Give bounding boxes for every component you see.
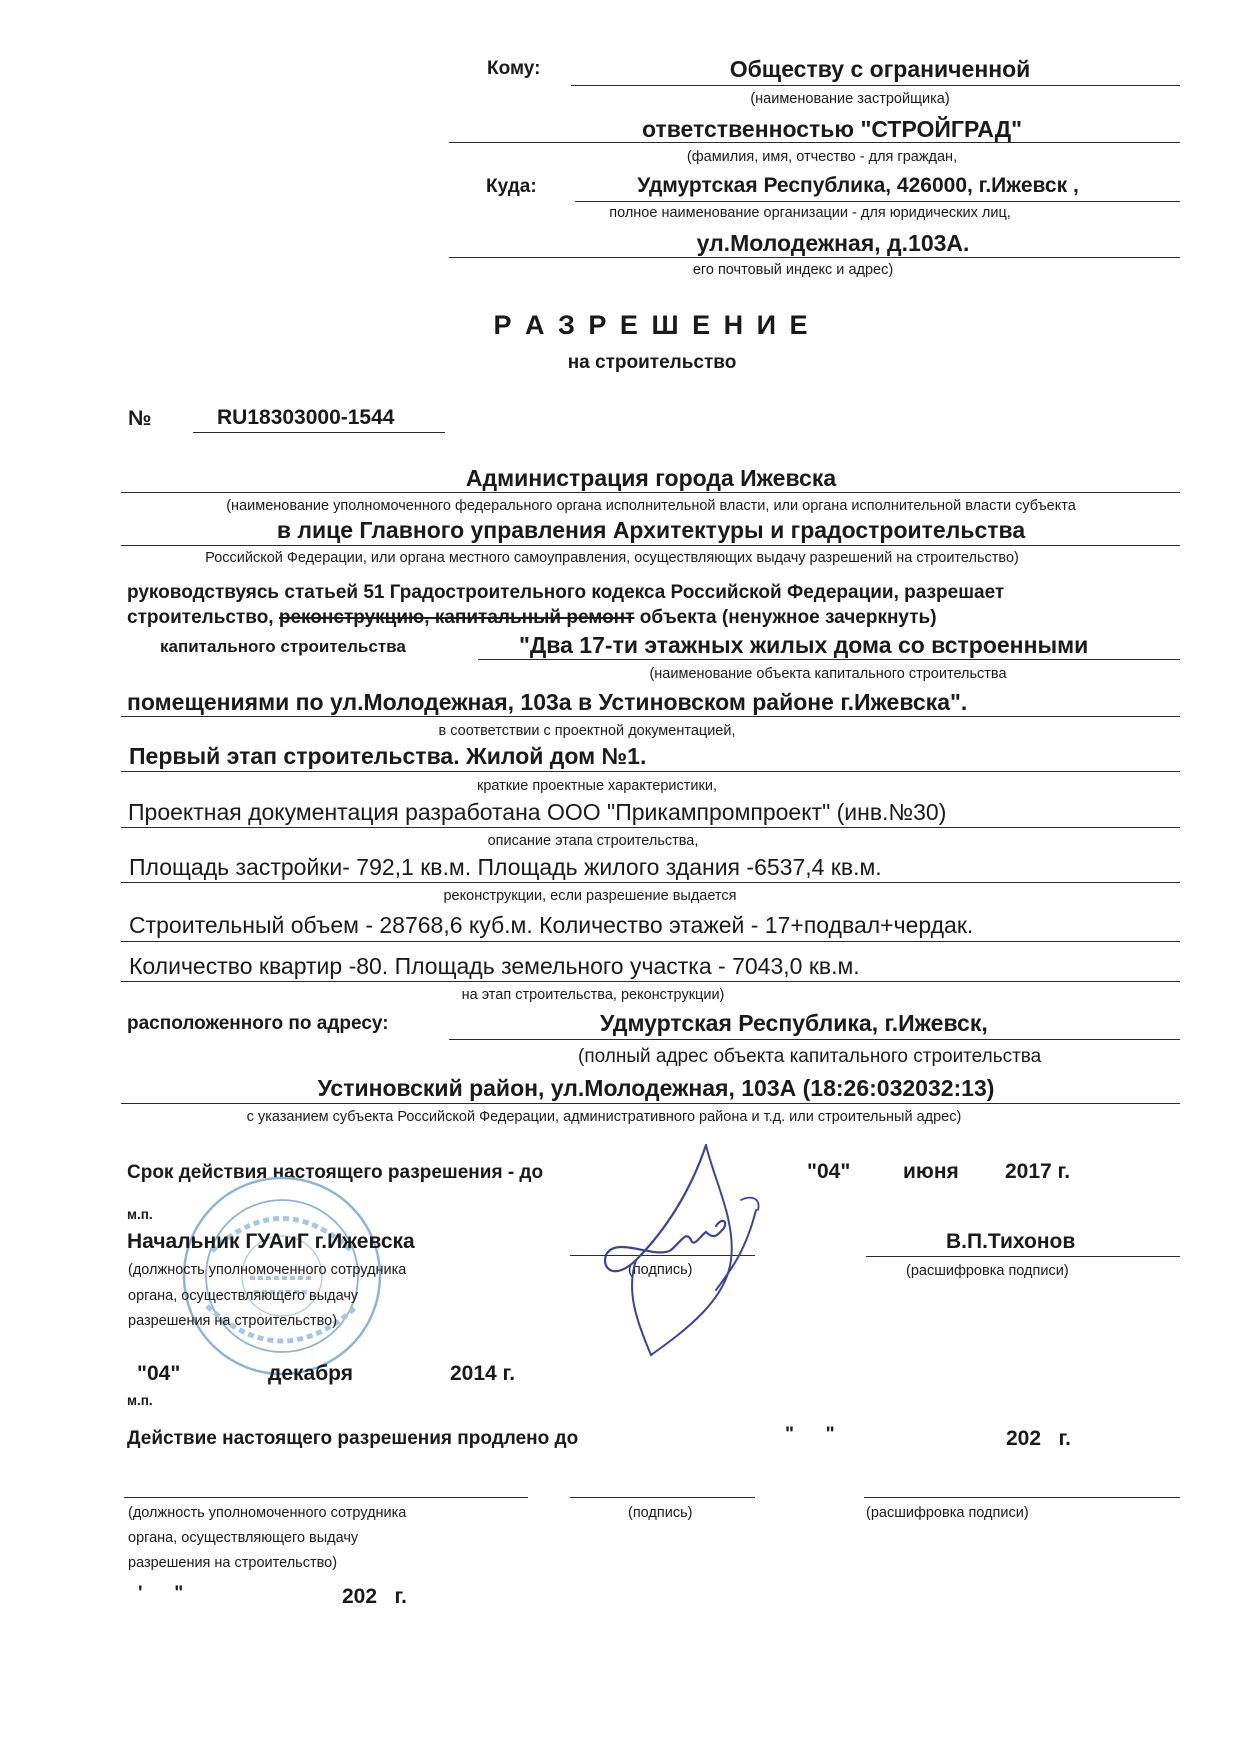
extension-label: Действие настоящего разрешения продлено до <box>127 1428 579 1449</box>
issue-date-year: 2014 г. <box>450 1362 516 1385</box>
validity-day: "04" <box>807 1160 851 1183</box>
handwritten-signature <box>596 1140 776 1360</box>
location-underline-1 <box>449 1039 1180 1040</box>
characteristic-3: Строительный объем - 28768,6 куб.м. Количество этажей - 17+подвал+чердак. <box>129 912 974 938</box>
signature-2-date: ' " <box>138 1583 184 1604</box>
where-label: Куда: <box>486 176 537 197</box>
object-underline-2 <box>121 716 1180 717</box>
object-caption-2: в соответствии с проектной документацией, <box>438 723 736 739</box>
permit-number-label: № <box>128 407 152 430</box>
stamp-place-label-2: м.п. <box>127 1393 153 1408</box>
object-caption-1: (наименование объекта капитального строительства <box>649 666 1007 682</box>
recipient-caption-2: (фамилия, имя, отчество - для граждан, <box>686 149 958 165</box>
recipient-line-2: ответственностью "СТРОЙГРАД" <box>641 116 1023 142</box>
characteristic-2-caption: реконструкции, если разрешение выдается <box>443 888 737 904</box>
body-text-line-1: руководствуясь статьей 51 Градостроительного кодекса Российской Федерации, разрешает <box>127 582 1005 603</box>
signature-2-position-caption-3: разрешения на строительство) <box>128 1555 338 1571</box>
stamp-place-label-1: м.п. <box>127 1207 153 1222</box>
address-underline-2 <box>449 257 1180 258</box>
location-label: расположенного по адресу: <box>127 1013 389 1034</box>
issue-date-month: декабря <box>268 1362 353 1385</box>
signature-2-name-caption: (расшифровка подписи) <box>866 1505 1029 1521</box>
characteristic-4: Количество квартир -80. Площадь земельного участка - 7043,0 кв.м. <box>129 953 860 979</box>
location-line-1: Удмуртская Республика, г.Ижевск, <box>600 1010 988 1036</box>
signature-2-sign-caption: (подпись) <box>628 1505 693 1521</box>
authority-underline-1 <box>121 492 1180 493</box>
address-caption-2: его почтовый индекс и адрес) <box>692 262 894 278</box>
to-label: Кому: <box>487 58 541 79</box>
characteristic-2-underline <box>121 882 1180 883</box>
object-label: капитального строительства <box>160 637 406 656</box>
address-caption-1: полное наименование организации - для юридических лиц, <box>609 205 1011 221</box>
signature-2-position-caption-2: органа, осуществляющего выдачу <box>128 1530 359 1546</box>
characteristic-2: Площадь застройки- 792,1 кв.м. Площадь жилого здания -6537,4 кв.м. <box>129 854 882 880</box>
signer-name: В.П.Тихонов <box>946 1230 1076 1253</box>
body-text-construction: строительство, <box>127 607 274 628</box>
authority-underline-2 <box>121 545 1180 546</box>
signer-position-caption-2: органа, осуществляющего выдачу <box>128 1288 359 1304</box>
validity-label: Срок действия настоящего разрешения - до <box>127 1162 544 1183</box>
extension-year: 202 г. <box>1006 1427 1072 1450</box>
authority-line-2: в лице Главного управления Архитектуры и градостроительства <box>276 517 1026 543</box>
recipient-line-1: Обществу с ограниченной <box>729 56 1031 82</box>
address-line-1: Удмуртская Республика, 426000, г.Ижевск , <box>637 174 1079 197</box>
location-caption-2: с указанием субъекта Российской Федерации, административного района и т.д. или строительный адрес) <box>246 1109 962 1125</box>
signature-2-sign-line <box>570 1497 755 1498</box>
body-text-object: объекта (ненужное зачеркнуть) <box>639 607 937 628</box>
document-subtitle: на строительство <box>567 352 737 373</box>
signer-name-caption: (расшифровка подписи) <box>906 1263 1069 1279</box>
permit-number-underline <box>193 432 445 433</box>
construction-stage: Первый этап строительства. Жилой дом №1. <box>129 743 647 769</box>
location-caption-1: (полный адрес объекта капитального строительства <box>578 1046 1042 1067</box>
validity-month: июня <box>903 1160 959 1183</box>
object-underline-1 <box>478 659 1180 660</box>
characteristic-1-underline <box>121 827 1180 828</box>
object-line-1: "Два 17-ти этажных жилых дома со встроенными <box>519 632 1089 658</box>
address-underline-1 <box>575 201 1180 202</box>
recipient-underline-2 <box>449 142 1180 143</box>
characteristic-1-caption: описание этапа строительства, <box>487 833 699 849</box>
stage-underline <box>121 771 1180 772</box>
object-line-2: помещениями по ул.Молодежная, 103а в Устиновском районе г.Ижевска". <box>127 689 968 715</box>
body-text-line-2 <box>127 607 937 629</box>
characteristic-1: Проектная документация разработана ООО "Прикампромпроект" (инв.№30) <box>128 799 947 825</box>
signer-position-caption-1: (должность уполномоченного сотрудника <box>128 1262 407 1278</box>
recipient-caption-1: (наименование застройщика) <box>750 91 950 107</box>
signature-2-position-caption-1: (должность уполномоченного сотрудника <box>128 1505 407 1521</box>
location-underline-2 <box>121 1103 1180 1104</box>
authority-name: Администрация города Ижевска <box>465 465 837 491</box>
extension-day: " " <box>785 1424 835 1445</box>
signature-1-caption: (подпись) <box>628 1262 693 1278</box>
characteristic-4-caption: на этап строительства, реконструкции) <box>461 987 725 1003</box>
validity-year: 2017 г. <box>1005 1160 1071 1183</box>
address-line-2: ул.Молодежная, д.103А. <box>696 230 970 256</box>
characteristic-3-underline <box>121 941 1180 942</box>
authority-caption-2: Российской Федерации, или органа местного самоуправления, осуществляющих выдачу разрешений на строительство) <box>205 550 1019 566</box>
recipient-underline-1 <box>571 85 1180 86</box>
authority-caption-1: (наименование уполномоченного федерального органа исполнительной власти, или органа исполнительной власти субъекта <box>226 498 1076 514</box>
signer-position-caption-3: разрешения на строительство) <box>128 1313 338 1329</box>
signature-2-year: 202 г. <box>342 1585 408 1608</box>
body-text-struck: реконструкцию, капитальный ремонт <box>278 607 635 628</box>
permit-number: RU18303000-1544 <box>217 406 395 429</box>
characteristic-4-underline <box>121 981 1180 982</box>
issue-date-day: "04" <box>137 1362 181 1385</box>
stage-caption: краткие проектные характеристики, <box>476 778 718 794</box>
signer-name-underline <box>866 1256 1180 1257</box>
signature-2-position-line <box>124 1497 528 1498</box>
signer-position: Начальник ГУАиГ г.Ижевска <box>127 1230 415 1253</box>
signature-2-name-line <box>864 1497 1180 1498</box>
document-title: Р А З Р Е Ш Е Н И Е <box>493 310 811 340</box>
location-line-2: Устиновский район, ул.Молодежная, 103А (18:26:032032:13) <box>317 1075 995 1101</box>
